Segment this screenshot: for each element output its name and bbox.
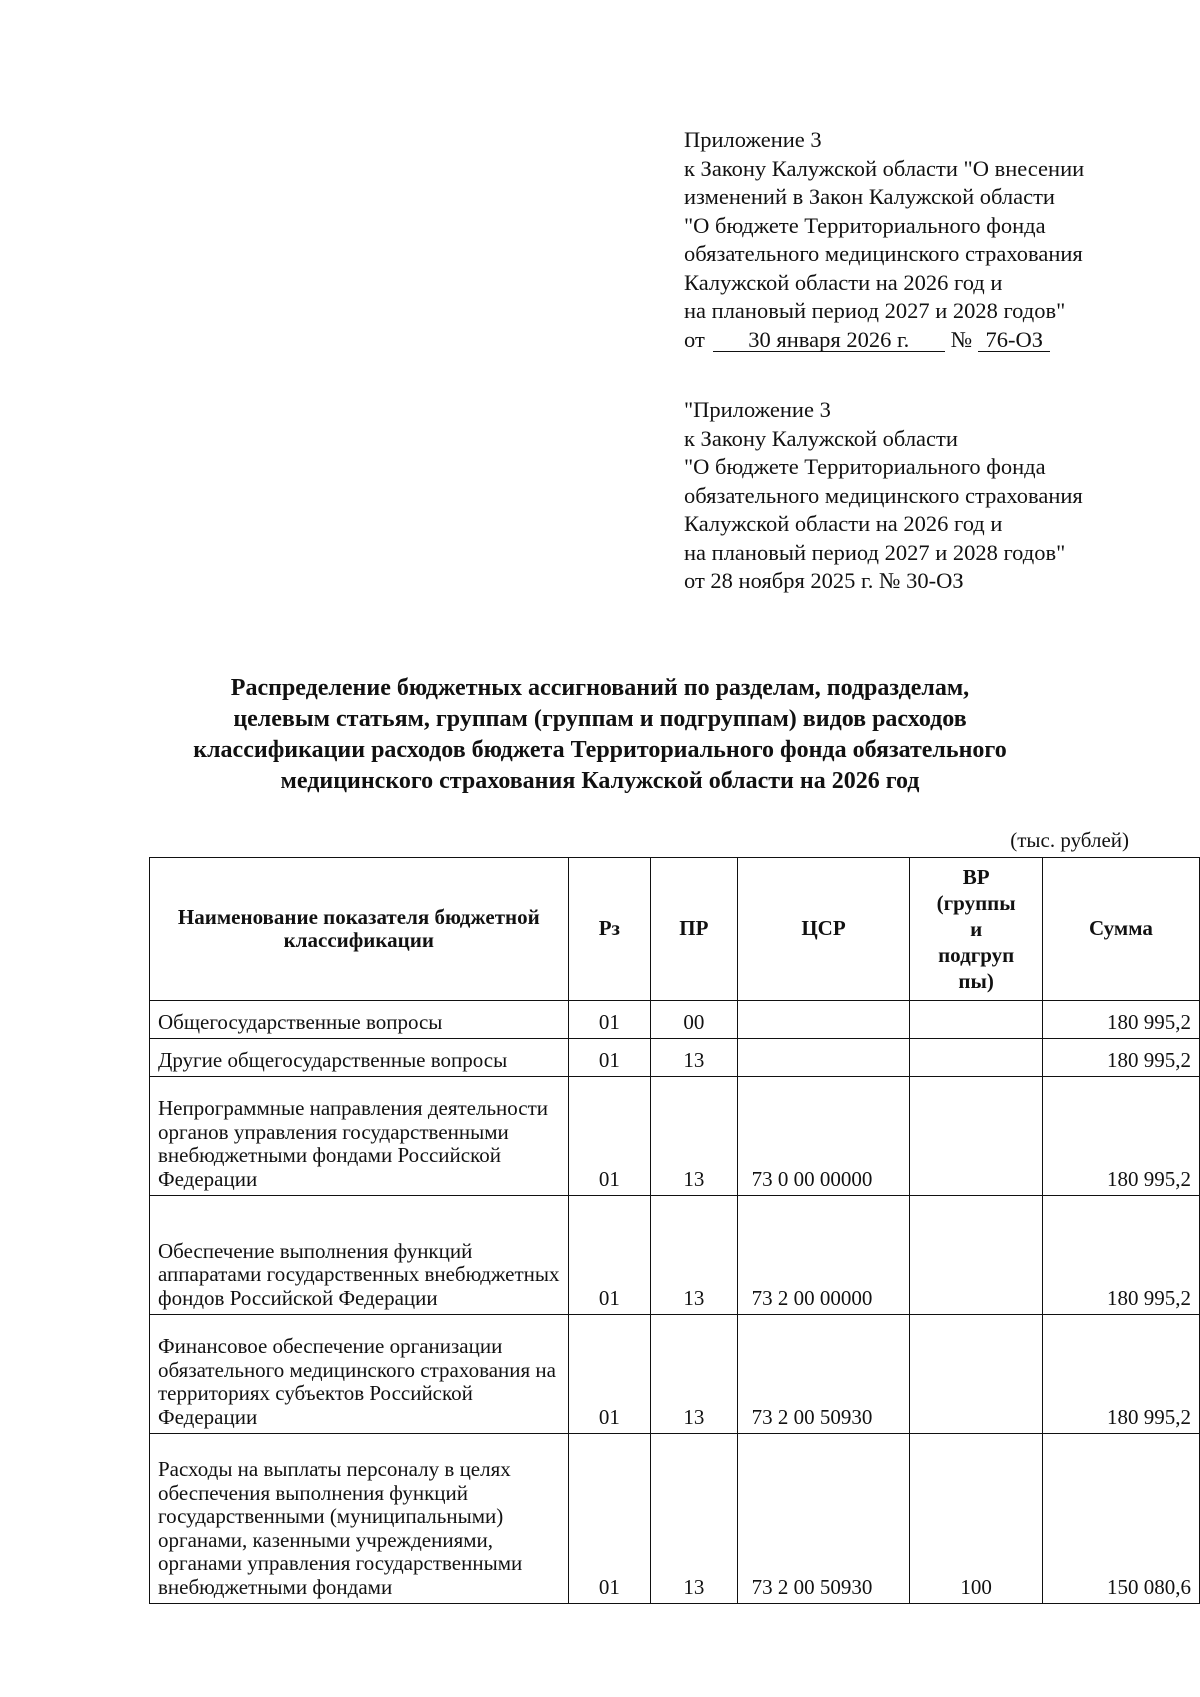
cell-csr: 73 0 00 00000 — [737, 1077, 910, 1196]
units-label: (тыс. рублей) — [1010, 828, 1129, 852]
date-prefix: от — [684, 326, 705, 352]
cell-name: Непрограммные направления деятельности органов управления государственными внебюджетными фондами Российской Федерации — [150, 1077, 569, 1196]
cell-name: Расходы на выплаты персоналу в целях обеспечения выполнения функций государственными (муниципальными) органами, казенными учреждениями, органами управления государственными внебюджетными фондами — [150, 1434, 569, 1604]
cell-vr — [910, 1315, 1043, 1434]
cell-name: Общегосударственные вопросы — [150, 1001, 569, 1039]
cell-name: Обеспечение выполнения функций аппаратами государственных внебюджетных фондов Российской Федерации — [150, 1196, 569, 1315]
table-row — [150, 1077, 1200, 1196]
cell-name: Финансовое обеспечение организации обязательного медицинского страхования на территориях субъектов Российской Федерации — [150, 1315, 569, 1434]
cell-sum: 180 995,2 — [1042, 1315, 1199, 1434]
appendix-line: Калужской области на 2026 год и — [684, 269, 1003, 295]
table-row — [150, 1315, 1200, 1434]
cell-vr: 100 — [910, 1434, 1043, 1604]
title-line: медицинского страхования Калужской области на 2026 год — [280, 768, 920, 794]
appendix-line: на плановый период 2027 и 2028 годов" — [684, 539, 1066, 565]
law-date-line — [684, 326, 1084, 355]
number-sign: № — [950, 326, 973, 352]
appendix-header-new — [684, 126, 1084, 354]
appendix-line: "О бюджете Территориального фонда — [684, 454, 1046, 479]
cell-vr — [910, 1001, 1043, 1039]
budget-table — [149, 857, 1200, 1604]
cell-sum: 180 995,2 — [1042, 1001, 1199, 1039]
cell-rz: 01 — [568, 1315, 650, 1434]
cell-sum: 180 995,2 — [1042, 1077, 1199, 1196]
cell-pr: 13 — [651, 1434, 737, 1604]
cell-csr — [737, 1039, 910, 1077]
appendix-line: к Закону Калужской области "О внесении — [684, 155, 1085, 181]
appendix-line: на плановый период 2027 и 2028 годов" — [684, 298, 1066, 323]
appendix-line: Приложение 3 — [684, 127, 822, 152]
appendix-header-old — [684, 396, 1083, 596]
header-rz: Рз — [568, 858, 650, 1001]
cell-pr: 13 — [651, 1039, 737, 1077]
cell-sum: 180 995,2 — [1042, 1039, 1199, 1077]
cell-csr: 73 2 00 50930 — [737, 1434, 910, 1604]
appendix-line: "О бюджете Территориального фонда — [684, 212, 1046, 238]
header-sum: Сумма — [1042, 858, 1199, 1001]
header-name: Наименование показателя бюджетной классификации — [150, 858, 569, 1001]
cell-csr: 73 2 00 00000 — [737, 1196, 910, 1315]
table-row — [150, 1434, 1200, 1604]
table-row — [150, 1039, 1200, 1077]
cell-pr: 13 — [651, 1077, 737, 1196]
header-vr-line: и — [970, 917, 983, 941]
cell-rz: 01 — [568, 1077, 650, 1196]
law-date: 30 января 2026 г. — [713, 328, 945, 352]
title-line: классификации расходов бюджета Территориального фонда обязательного — [193, 737, 1007, 763]
cell-pr: 13 — [651, 1196, 737, 1315]
appendix-line: Калужской области на 2026 год и — [684, 511, 1003, 536]
header-vr — [910, 858, 1043, 1001]
header-vr-line: (группы — [936, 891, 1016, 915]
cell-rz: 01 — [568, 1196, 650, 1315]
cell-csr: 73 2 00 50930 — [737, 1315, 910, 1434]
cell-rz: 01 — [568, 1039, 650, 1077]
header-pr: ПР — [651, 858, 737, 1001]
header-vr-line: подгруп — [938, 943, 1015, 967]
cell-name: Другие общегосударственные вопросы — [150, 1039, 569, 1077]
appendix-line: к Закону Калужской области — [684, 425, 958, 451]
cell-sum: 150 080,6 — [1042, 1434, 1199, 1604]
table-header-row — [150, 858, 1200, 1001]
cell-pr: 00 — [651, 1001, 737, 1039]
table-row — [150, 1001, 1200, 1039]
cell-vr — [910, 1039, 1043, 1077]
header-vr-line: пы) — [958, 969, 994, 993]
appendix-line: от 28 ноября 2025 г. № 30-ОЗ — [684, 568, 964, 593]
title-line: Распределение бюджетных ассигнований по разделам, подразделам, — [230, 675, 970, 701]
appendix-line: обязательного медицинского страхования — [684, 482, 1083, 508]
cell-pr: 13 — [651, 1315, 737, 1434]
cell-rz: 01 — [568, 1001, 650, 1039]
table-row — [150, 1196, 1200, 1315]
header-vr-line: ВР — [962, 865, 990, 889]
cell-sum: 180 995,2 — [1042, 1196, 1199, 1315]
cell-vr — [910, 1196, 1043, 1315]
appendix-line: изменений в Закон Калужской области — [684, 184, 1055, 209]
title-line: целевым статьям, группам (группам и подгруппам) видов расходов — [233, 706, 967, 732]
appendix-line: "Приложение 3 — [684, 397, 831, 422]
cell-csr — [737, 1001, 910, 1039]
appendix-line: обязательного медицинского страхования — [684, 241, 1083, 266]
document-title — [150, 673, 1050, 797]
cell-rz: 01 — [568, 1434, 650, 1604]
law-number: 76-ОЗ — [978, 328, 1050, 352]
cell-vr — [910, 1077, 1043, 1196]
header-csr: ЦСР — [737, 858, 910, 1001]
